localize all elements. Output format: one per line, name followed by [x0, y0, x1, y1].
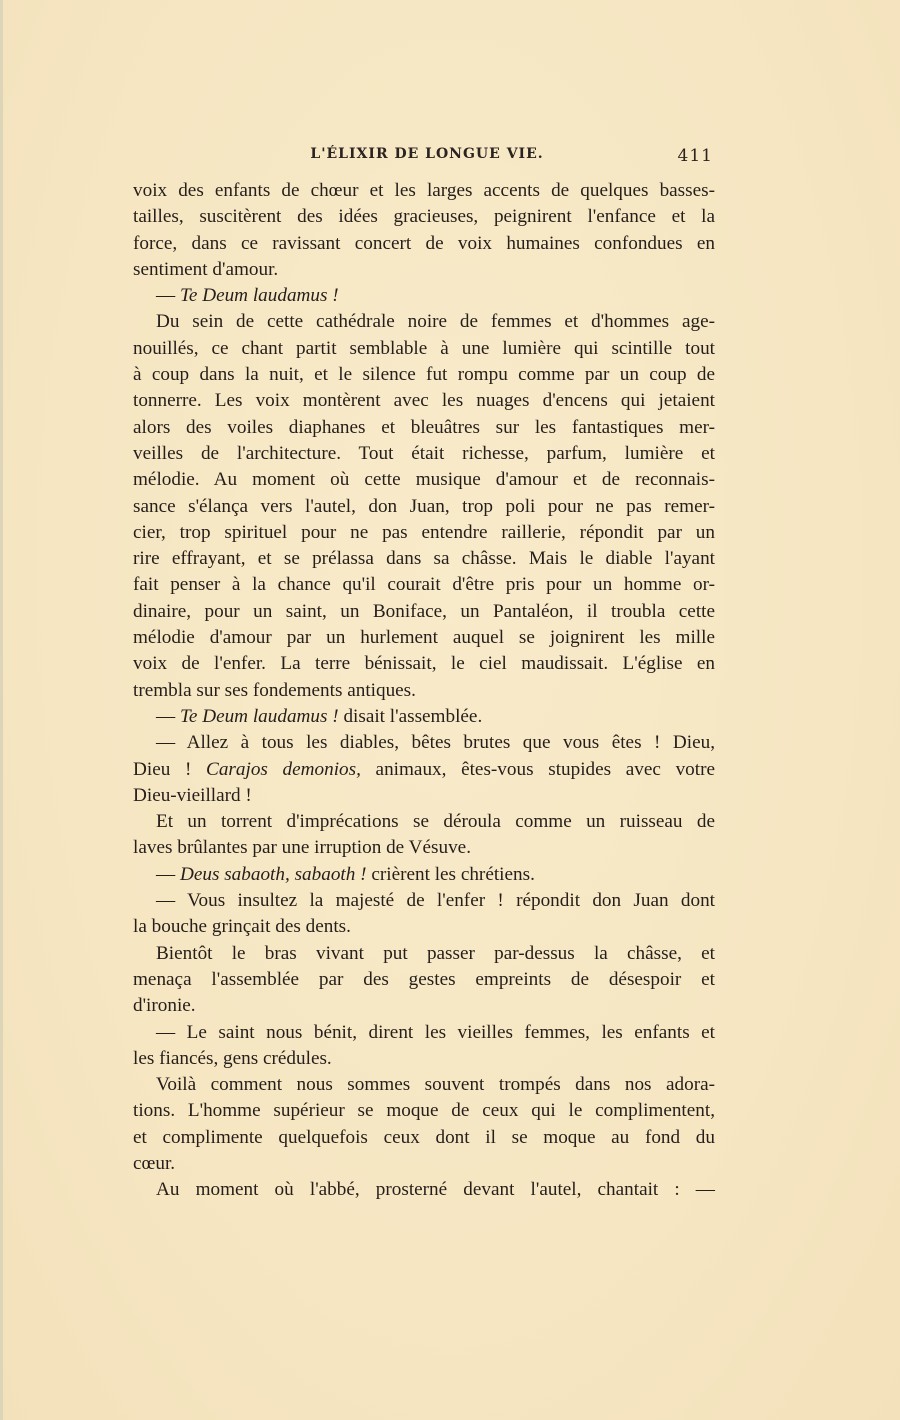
text-line: Bientôt le bras vivant put passer par-dessus la châsse, et: [156, 942, 715, 964]
italic-latin: Te Deum laudamus !: [179, 705, 339, 727]
text-line: tailles, suscitèrent des idées gracieuses, peignirent l'enfance et la: [133, 206, 715, 228]
text-line: voix de l'enfer. La terre bénissait, le ciel maudissait. L'église en: [133, 653, 715, 675]
text-line: mélodie. Au moment où cette musique d'amour et de reconnais-: [133, 469, 715, 491]
text-line: sentiment d'amour.: [133, 258, 279, 280]
text-line: les fiancés, gens crédules.: [133, 1047, 332, 1069]
text-line: menaça l'assemblée par des gestes empreints de désespoir et: [133, 968, 715, 990]
running-head: [133, 146, 715, 170]
text-line: d'ironie.: [133, 995, 196, 1017]
text-line: trembla sur ses fondements antiques.: [133, 679, 416, 701]
text-line: laves brûlantes par une irruption de Vésuve.: [133, 837, 471, 859]
text-line: Et un torrent d'imprécations se déroula comme un ruisseau de: [156, 811, 715, 833]
text-line-dialogue: — Allez à tous les diables, bêtes brutes que vous êtes ! Dieu,: [156, 732, 715, 754]
text-line: Dieu ! Carajos demonios, animaux, êtes-vous stupides avec votre: [133, 758, 716, 780]
text-line: tonnerre. Les voix montèrent avec les nuages d'encens qui jetaient: [133, 390, 715, 412]
text-line: et complimente quelquefois ceux dont il se moque au fond du: [133, 1126, 715, 1148]
text-line: cœur.: [133, 1152, 176, 1174]
text-line: Dieu-vieillard !: [133, 784, 252, 806]
text-line: tions. L'homme supérieur se moque de ceux qui le complimentent,: [133, 1100, 715, 1122]
text-line: rire effrayant, et se prélassa dans sa châsse. Mais le diable l'ayant: [133, 548, 715, 570]
italic-spanish: Carajos demonios,: [206, 758, 361, 780]
text-line: mélodie d'amour par un hurlement auquel se joignirent les mille: [133, 627, 715, 649]
text-line: nouillés, ce chant partit semblable à une lumière qui scintille tout: [133, 337, 715, 359]
body-text: [133, 178, 715, 1204]
page-number: 411: [677, 146, 713, 166]
text-line: cier, trop spirituel pour ne pas entendre raillerie, répondit par un: [133, 521, 715, 543]
italic-latin: Deus sabaoth, sabaoth !: [179, 863, 367, 885]
text-line: sance s'élança vers l'autel, don Juan, trop poli pour ne pas remer-: [133, 495, 715, 517]
text-line: la bouche grinçait des dents.: [133, 916, 351, 938]
text-line: à coup dans la nuit, et le silence fut rompu comme par un coup de: [133, 364, 715, 386]
running-title: L'ÉLIXIR DE LONGUE VIE.: [310, 146, 544, 162]
text-line: voix des enfants de chœur et les larges accents de quelques basses-: [133, 180, 715, 201]
text-line-dialogue: — Te Deum laudamus ! disait l'assemblée.: [156, 705, 483, 727]
text-line: dinaire, pour un saint, un Boniface, un Pantaléon, il troubla cette: [133, 600, 715, 622]
text-line: Au moment où l'abbé, prosterné devant l'autel, chantait : —: [156, 1179, 715, 1201]
text-line: fait penser à la chance qu'il courait d'être pris pour un homme or-: [133, 574, 715, 596]
text-line-dialogue: — Vous insultez la majesté de l'enfer ! répondit don Juan dont: [156, 890, 715, 912]
text-line: veilles de l'architecture. Tout était richesse, parfum, lumière et: [133, 442, 715, 464]
text-line-dialogue: — Te Deum laudamus !: [156, 285, 339, 307]
text-line: Voilà comment nous sommes souvent trompés dans nos adora-: [156, 1074, 715, 1096]
text-line: force, dans ce ravissant concert de voix humaines confondues en: [133, 232, 715, 254]
italic-latin: Te Deum laudamus !: [179, 285, 339, 307]
text-line: Du sein de cette cathédrale noire de femmes et d'hommes age-: [156, 311, 715, 333]
text-line-dialogue: — Le saint nous bénit, dirent les vieilles femmes, les enfants et: [156, 1021, 715, 1043]
text-line: alors des voiles diaphanes et bleuâtres sur les fantastiques mer-: [133, 416, 715, 438]
text-line-dialogue: — Deus sabaoth, sabaoth ! crièrent les chrétiens.: [156, 863, 535, 885]
